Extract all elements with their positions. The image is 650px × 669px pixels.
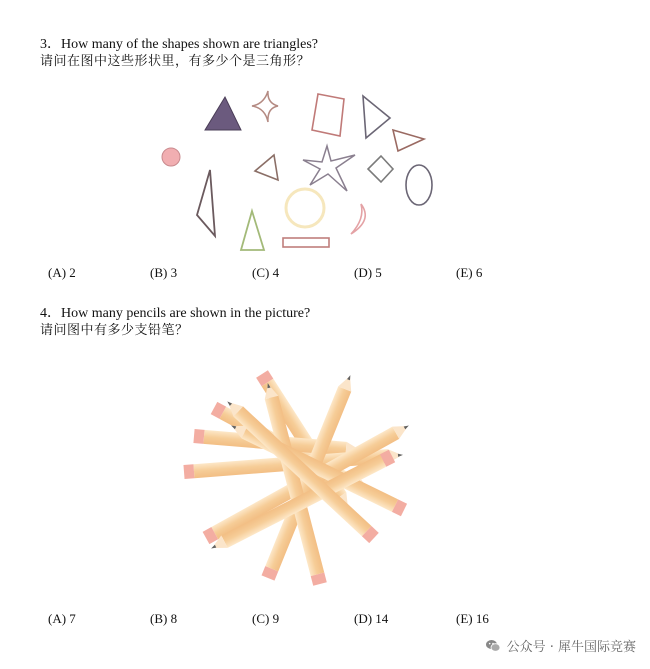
shapes-figure (150, 88, 450, 256)
small-diamond (368, 156, 393, 182)
pencils-figure (170, 358, 440, 598)
wechat-icon (485, 638, 501, 654)
triangle-filled (205, 97, 241, 130)
question-3-title: 3．How many of the shapes shown are triangles? (40, 37, 318, 52)
q4-option-e[interactable]: (E) 16 (456, 611, 489, 626)
q4-option-b[interactable]: (B) 8 (150, 611, 178, 626)
watermark (485, 636, 636, 655)
pencil-eraser (183, 464, 194, 479)
q3-option-a[interactable]: (A) 2 (48, 265, 76, 280)
triangle-outline-2 (393, 130, 424, 151)
crescent (351, 204, 365, 234)
q4-option-d[interactable]: (D) 14 (354, 611, 389, 626)
rectangle (283, 238, 329, 247)
q3-option-d[interactable]: (D) 5 (354, 265, 382, 280)
pencil-eraser (193, 429, 204, 444)
question-4-subtitle: 请问图中有多少支铅笔？ (40, 323, 189, 338)
square-rotated (312, 94, 344, 136)
triangle-outline-3 (255, 155, 278, 180)
question-4-title: 4．How many pencils are shown in the picture? (40, 306, 311, 321)
q3-option-b[interactable]: (B) 3 (150, 265, 178, 280)
green-triangle (241, 211, 264, 250)
oval (406, 165, 432, 205)
q3-option-e[interactable]: (E) 6 (456, 265, 483, 280)
q4-option-c[interactable]: (C) 9 (252, 611, 280, 626)
pink-circle (162, 148, 180, 166)
question-3-subtitle: 请问在图中这些形状里，有多少个是三角形？ (40, 54, 311, 69)
q4-option-a[interactable]: (A) 7 (48, 611, 76, 626)
triangle-outline-1 (363, 96, 390, 138)
star-outline (303, 146, 355, 191)
q3-option-c[interactable]: (C) 4 (252, 265, 280, 280)
faint-circle (286, 189, 324, 227)
curved-star (252, 91, 278, 122)
watermark-text: 公众号 · 犀牛国际竞赛 (506, 640, 636, 655)
thin-triangle (197, 170, 215, 236)
